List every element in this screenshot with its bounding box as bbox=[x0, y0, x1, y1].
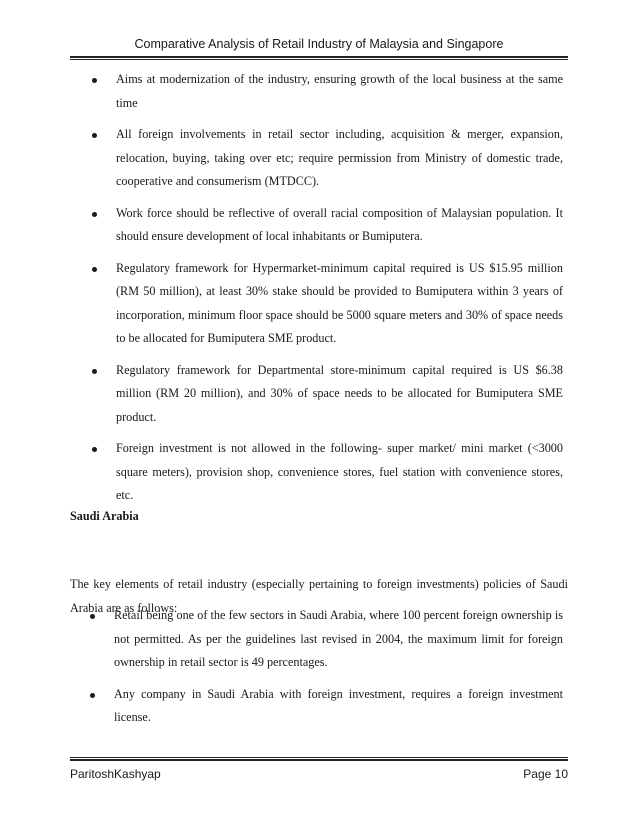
list-item: All foreign involvements in retail sector including, acquisition & merger, expansion, relocation, buying, taking over etc; require permission from Ministry of domestic trade, cooperative and consumerism (MTDCC). bbox=[0, 123, 638, 194]
malaysia-policy-list bbox=[0, 68, 638, 516]
footer-divider bbox=[70, 757, 568, 761]
bullet-icon bbox=[92, 78, 97, 83]
bullet-icon bbox=[92, 212, 97, 217]
section-intro: The key elements of retail industry (especially pertaining to foreign investments) policies of Saudi Arabia are as follows: bbox=[70, 577, 568, 615]
list-item: Any company in Saudi Arabia with foreign investment, requires a foreign investment license. bbox=[0, 683, 638, 730]
list-item: Work force should be reflective of overall racial composition of Malaysian population. It should ensure development of local inhabitants or Bumiputera. bbox=[0, 202, 638, 249]
bullet-icon bbox=[90, 614, 95, 619]
list-item: Foreign investment is not allowed in the following- super market/ mini market (<3000 square meters), provision shop, convenience stores, fuel station with convenience stores, etc. bbox=[0, 437, 638, 508]
list-item: Regulatory framework for Hypermarket-minimum capital required is US $15.95 million (RM 50 million), at least 30% stake should be provided to Bumiputera within 3 years of incorporation, minimum floor space should be 5000 square meters and 30% of space needs to be allocated for Bumiputera SME product. bbox=[0, 257, 638, 351]
bullet-icon bbox=[92, 267, 97, 272]
list-item: Retail being one of the few sectors in Saudi Arabia, where 100 percent foreign ownership is not permitted. As per the guidelines last revised in 2004, the maximum limit for foreign ownership in retail sector is 49 percentages. bbox=[0, 604, 638, 675]
list-item: Aims at modernization of the industry, ensuring growth of the local business at the same time bbox=[0, 68, 638, 115]
list-item: Regulatory framework for Departmental store-minimum capital required is US $6.38 million (RM 20 million), and 30% of space needs to be allocated for Bumiputera SME product. bbox=[0, 359, 638, 430]
footer-author: ParitoshKashyap bbox=[70, 767, 161, 781]
page-number: Page 10 bbox=[523, 767, 568, 781]
section-heading: Saudi Arabia bbox=[70, 509, 139, 523]
bullet-icon bbox=[90, 693, 95, 698]
running-header: Comparative Analysis of Retail Industry of Malaysia and Singapore bbox=[134, 37, 504, 51]
bullet-icon bbox=[92, 369, 97, 374]
bullet-icon bbox=[92, 133, 97, 138]
saudi-policy-list bbox=[0, 604, 638, 738]
header-divider bbox=[70, 56, 568, 60]
bullet-icon bbox=[92, 447, 97, 452]
